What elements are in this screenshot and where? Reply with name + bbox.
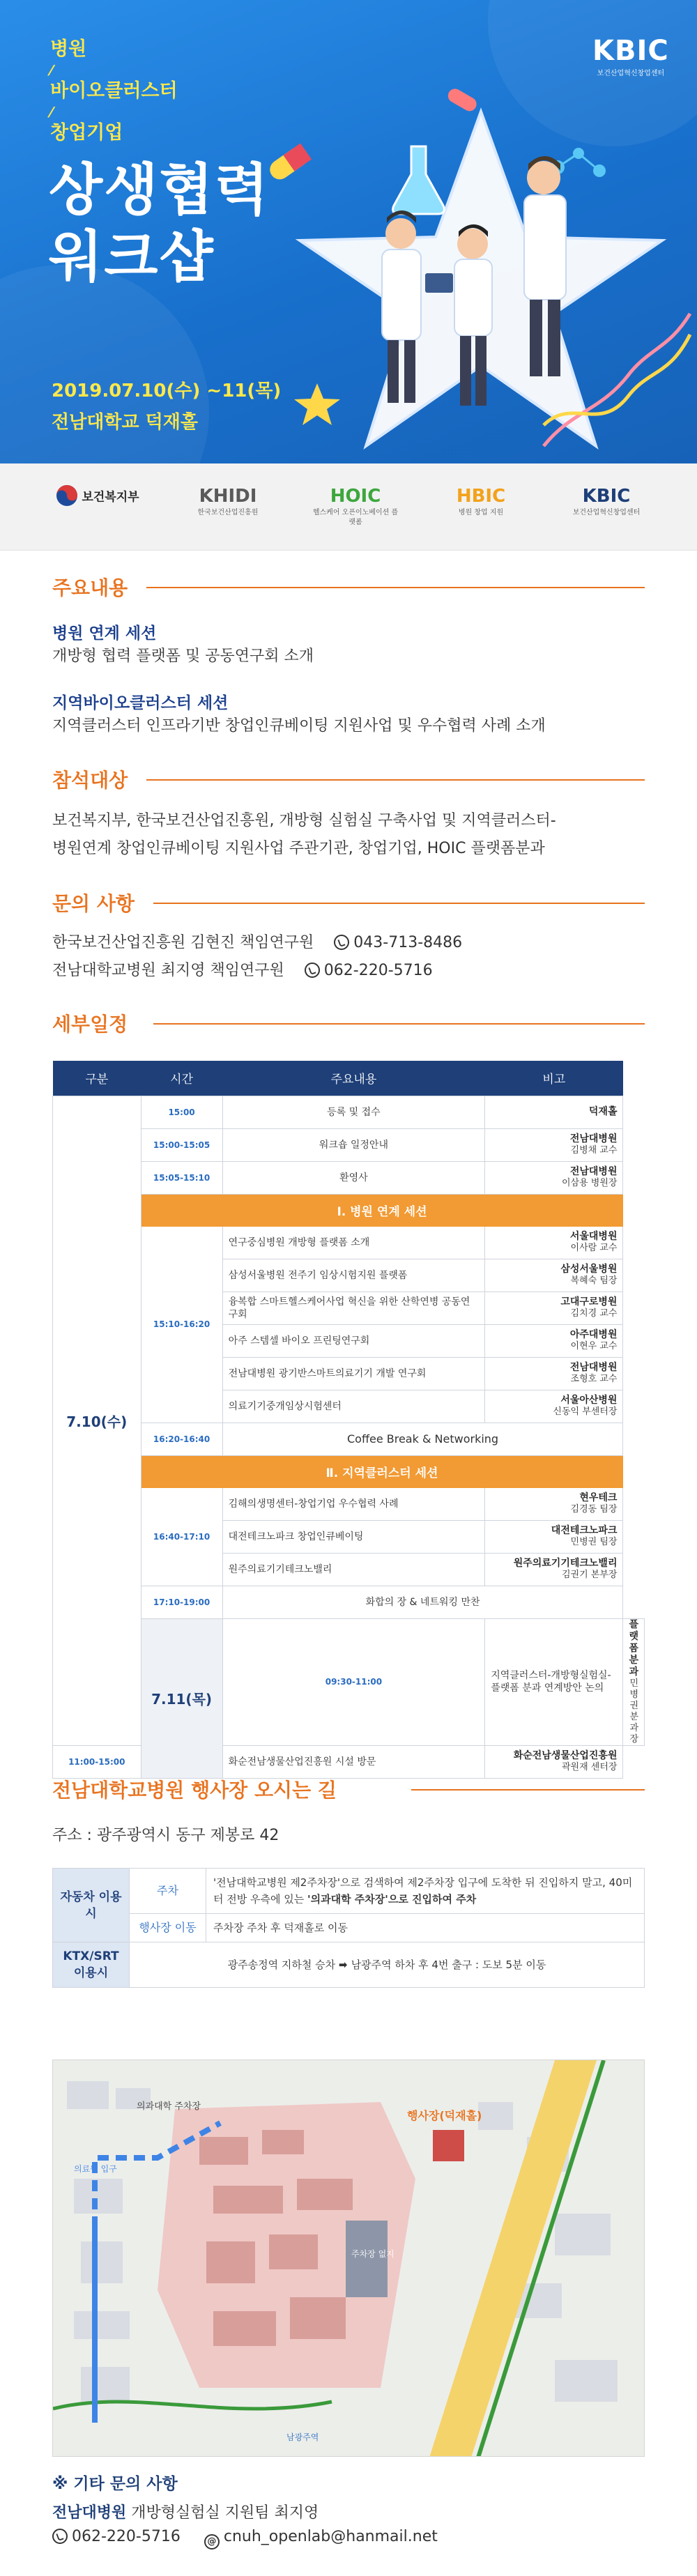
note-person: 김치경 교수 [570, 1308, 618, 1319]
schedule-note [485, 1487, 623, 1520]
contact-row [52, 930, 462, 952]
schedule-content: 환영사 [222, 1161, 485, 1194]
note-person: 이사람 교수 [570, 1243, 618, 1253]
schedule-note [485, 1161, 623, 1194]
map-label-parking: 의과대학 주차장 [137, 2101, 201, 2112]
session-row [53, 1455, 645, 1487]
logo-khidi [183, 484, 273, 529]
directions-row [53, 1942, 645, 1988]
session2-title: 지역바이오클러스터 세션 [52, 694, 229, 712]
logo-mark: HOIC [330, 486, 381, 507]
section-divider [146, 587, 645, 588]
schedule-note [485, 1128, 623, 1161]
section-divider [153, 903, 645, 904]
footer-contact [52, 2471, 438, 2550]
logo-sub: 병원 창업 지원 [458, 509, 504, 516]
note-org: 서울대병원 [569, 1231, 618, 1242]
note-person: 조형호 교수 [570, 1374, 618, 1384]
logo-mark: KHIDI [199, 486, 257, 507]
session1-text: 개방형 협력 플랫폼 및 공동연구회 소개 [52, 647, 314, 665]
map-graphic [53, 2060, 645, 2457]
event-date: 2019.07.10(수) ~11(목) [52, 381, 282, 401]
email-icon: @ [204, 2534, 220, 2550]
directions-row [53, 1869, 645, 1914]
schedule-row [53, 1423, 645, 1455]
logo-hoic [310, 484, 401, 529]
schedule-note [485, 1553, 623, 1586]
schedule-content: 지역클러스터-개방형실험실-플랫폼 분과 연계방안 논의 [485, 1618, 623, 1745]
session2-text: 지역클러스터 인프라기반 창업인큐베이팅 지원사업 및 우수협력 사례 소개 [52, 717, 546, 735]
hero-tag: 병원 [50, 38, 87, 60]
note-org: 서울아산병원 [560, 1395, 618, 1406]
kbic-logo [592, 35, 669, 77]
schedule-content: 원주의료기기테크노밸리 [222, 1553, 485, 1586]
note-person: 김권기 본부장 [561, 1570, 618, 1580]
note-org: 전남대병원 [569, 1362, 618, 1373]
hero-slash: ⁄ [50, 104, 53, 121]
session-label: Ⅰ. 병원 연계 세션 [141, 1194, 623, 1226]
directions-title: 전남대학교병원 행사장 오시는 길 [52, 1779, 337, 1802]
scientists-illustration [251, 84, 697, 460]
schedule-header: 구분 [53, 1061, 141, 1096]
schedule-note [485, 1745, 623, 1778]
note-org: 고대구로병원 [560, 1296, 618, 1308]
footer-team: 개방형실험실 지원팀 최지영 [131, 2504, 319, 2522]
note-org: 플랫폼분과 [629, 1618, 638, 1678]
note-org: 전남대병원 [569, 1133, 618, 1144]
schedule-content: 화합의 장 & 네트워킹 만찬 [222, 1586, 623, 1618]
schedule-time: 15:00 [141, 1096, 222, 1128]
footer-org: 전남대병원 [52, 2504, 127, 2522]
contact-phone [305, 962, 433, 979]
ktx-text-b: 남광주역 하차 후 4번 출구 : 도보 5분 이동 [351, 1958, 546, 1971]
directions-text: 주차장 주차 후 덕재홀로 이동 [206, 1914, 645, 1942]
section-divider [153, 1023, 645, 1025]
schedule-content: 전남대병원 광기반스마트의료기기 개발 연구회 [222, 1357, 485, 1390]
contact-phone-number: 043-713-8486 [353, 934, 463, 951]
schedule-content: 융복합 스마트헬스케어사업 혁신을 위한 산학연병 공동연구회 [222, 1291, 485, 1324]
session-label: Ⅱ. 지역클러스터 세션 [141, 1455, 623, 1487]
logo-kbic [561, 484, 652, 529]
schedule-row [53, 1161, 645, 1194]
phone-icon [52, 2529, 68, 2544]
note-person: 이현우 교수 [570, 1341, 618, 1351]
schedule-note [485, 1226, 623, 1259]
ktx-text-a: 광주송정역 지하철 승차 [227, 1958, 336, 1971]
section-divider [146, 779, 645, 781]
contact-name: 한국보건산업진흥원 김현진 책임연구원 [52, 934, 314, 951]
note-person: 민병권 분과장 [629, 1678, 638, 1745]
section-title-participants: 참석대상 [52, 769, 128, 792]
schedule-note [485, 1291, 623, 1324]
map-label-venue: 행사장(덕재홀) [407, 2109, 482, 2122]
contact-phone-number: 062-220-5716 [323, 962, 433, 979]
note-person: 복혜숙 팀장 [570, 1275, 618, 1286]
taegeuk-icon [56, 484, 78, 507]
note-org: 원주의료기기테크노밸리 [513, 1558, 618, 1569]
logo-mark: HBIC [456, 486, 506, 507]
schedule-content: 김해의생명센터-창업기업 우수협력 사례 [222, 1487, 485, 1520]
hero-title-line: 워크샵 [49, 224, 215, 289]
logo-sub: 보건산업혁신창업센터 [572, 509, 641, 516]
schedule-time: 17:10-19:00 [141, 1586, 222, 1618]
schedule-row [53, 1586, 645, 1618]
directions-text [130, 1942, 645, 1988]
logo-sub: 헬스케어 오픈이노베이션 플랫폼 [312, 509, 399, 526]
schedule-row [53, 1487, 645, 1520]
note-org: 대전테크노파크 [551, 1525, 618, 1536]
parking-text-bold: '의과대학 주차장'으로 진입하여 주차 [307, 1893, 477, 1906]
note-org: 화순전남생물산업진흥원 [513, 1750, 618, 1761]
schedule-table [52, 1061, 645, 1779]
directions-row [53, 1914, 645, 1942]
kbic-logo-sub: 보건산업혁신창업센터 [597, 70, 665, 77]
schedule-header-row [53, 1061, 645, 1096]
section-title-contact: 문의 사항 [52, 892, 135, 915]
schedule-header: 비고 [485, 1061, 623, 1096]
section-title-schedule: 세부일정 [52, 1013, 128, 1036]
hero-title-line: 상생협력 [49, 158, 270, 222]
session1-title: 병원 연계 세션 [52, 624, 157, 643]
schedule-content: 등록 및 접수 [222, 1096, 485, 1128]
schedule-day: 7.10(수) [53, 1096, 141, 1745]
parking-text: '전남대학교병원 제2주차장'으로 검색하여 제2주차장 입구에 도착한 뒤 진입하지 말고, 40미터 전방 우측에 있는 [213, 1876, 633, 1906]
hero-tags [50, 36, 178, 146]
schedule-note [485, 1324, 623, 1357]
contact-row [52, 958, 433, 980]
schedule-time: 11:00-15:00 [53, 1745, 141, 1778]
schedule-content: 화순전남생물산업진흥원 시설 방문 [222, 1745, 485, 1778]
directions-table [52, 1868, 645, 1988]
schedule-note [485, 1357, 623, 1390]
footer-contact-row [52, 2528, 438, 2550]
schedule-time: 15:00-15:05 [141, 1128, 222, 1161]
section-divider [411, 1789, 645, 1791]
hero-slash: ⁄ [50, 62, 53, 79]
schedule-time: 15:10-16:20 [141, 1226, 222, 1423]
schedule-day: 7.11(목) [141, 1618, 222, 1778]
kbic-logo-mark: KBIC [592, 35, 669, 67]
note-org: 전남대병원 [569, 1166, 618, 1177]
schedule-time: 16:20-16:40 [141, 1423, 222, 1455]
map-label-entrance: 의료원 입구 [74, 2164, 117, 2174]
hero-deco [0, 265, 209, 463]
logo-sub: 한국보건산업진흥원 [197, 509, 259, 516]
directions-mode: 자동차 이용시 [53, 1869, 130, 1942]
schedule-content: 연구중심병원 개방형 플랫폼 소개 [222, 1226, 485, 1259]
schedule-note [485, 1096, 623, 1128]
schedule-note [485, 1259, 623, 1291]
note-org: 삼성서울병원 [560, 1264, 618, 1275]
schedule-content: 삼성서울병원 전주기 임상시험지원 플랫폼 [222, 1259, 485, 1291]
schedule-header: 시간 [141, 1061, 222, 1096]
directions-mode: KTX/SRT 이용시 [53, 1942, 130, 1988]
note-person: 김경동 팀장 [570, 1504, 618, 1515]
map-label-lot: 주차장 없지 [351, 2249, 395, 2259]
note-org: 덕재홀 [588, 1106, 618, 1117]
logo-mark: KBIC [582, 486, 631, 507]
venue-map [52, 2060, 645, 2457]
note-org: 아주대병원 [569, 1329, 618, 1340]
note-person: 김병채 교수 [570, 1145, 618, 1156]
directions-sub: 주차 [130, 1869, 206, 1914]
contact-phone [334, 934, 462, 951]
note-person: 민병권 팀장 [570, 1537, 618, 1547]
session-row [53, 1194, 645, 1226]
directions-sub: 행사장 이동 [130, 1914, 206, 1942]
hero-tag: 바이오클러스터 [50, 80, 178, 102]
hero-tag: 창업기업 [50, 122, 123, 144]
schedule-content: 대전테크노파크 창업인큐베이팅 [222, 1520, 485, 1553]
footer-org-row [52, 2501, 438, 2522]
phone-icon [305, 963, 320, 978]
schedule-row [53, 1096, 645, 1128]
note-org: 현우테크 [579, 1492, 618, 1503]
schedule-note [485, 1390, 623, 1423]
contact-name: 전남대학교병원 최지영 책임연구원 [52, 962, 284, 979]
partner-logo-strip [0, 463, 697, 551]
logo-mohw [49, 484, 146, 529]
schedule-time: 16:40-17:10 [141, 1487, 222, 1586]
participants-line1: 보건복지부, 한국보건산업진흥원, 개방형 실험실 구축사업 및 지역클러스터- [52, 812, 556, 829]
note-person: 곽원재 센터장 [561, 1762, 618, 1772]
schedule-note [623, 1618, 645, 1745]
note-person: 이삼용 병원장 [561, 1178, 618, 1188]
schedule-content: 워크숍 일정안내 [222, 1128, 485, 1161]
schedule-row [53, 1128, 645, 1161]
directions-address: 주소 : 광주광역시 동구 제봉로 42 [52, 1827, 279, 1844]
logo-hbic [439, 484, 523, 529]
schedule-row [53, 1618, 645, 1745]
schedule-time: 09:30-11:00 [222, 1618, 485, 1745]
hero-title [49, 157, 270, 291]
schedule-row [53, 1226, 645, 1259]
map-label-station: 남광주역 [286, 2432, 319, 2442]
participants-line2: 병원연계 창업인큐베이팅 지원사업 주관기관, 창업기업, HOIC 플랫폼분과 [52, 840, 545, 857]
directions-text [206, 1869, 645, 1914]
logo-mark: 보건복지부 [82, 490, 139, 505]
footer-phone: 062-220-5716 [72, 2528, 181, 2545]
schedule-content: 아주 스템셀 바이오 프린팅연구회 [222, 1324, 485, 1357]
hero-banner [0, 0, 697, 463]
schedule-content: Coffee Break & Networking [222, 1423, 623, 1455]
schedule-note [485, 1520, 623, 1553]
note-person: 신동익 부센터장 [553, 1406, 618, 1417]
section-title-main: 주요내용 [52, 576, 128, 599]
arrow-right-icon: ➡ [338, 1958, 351, 1971]
footer-email[interactable]: cnuh_openlab@hanmail.net [223, 2528, 438, 2545]
schedule-header: 주요내용 [222, 1061, 485, 1096]
schedule-content: 의료기기중개임상시험센터 [222, 1390, 485, 1423]
phone-icon [334, 935, 349, 950]
event-place: 전남대학교 덕재홀 [52, 412, 198, 433]
schedule-time: 15:05-15:10 [141, 1161, 222, 1194]
footer-title: ※ 기타 문의 사항 [52, 2475, 178, 2493]
